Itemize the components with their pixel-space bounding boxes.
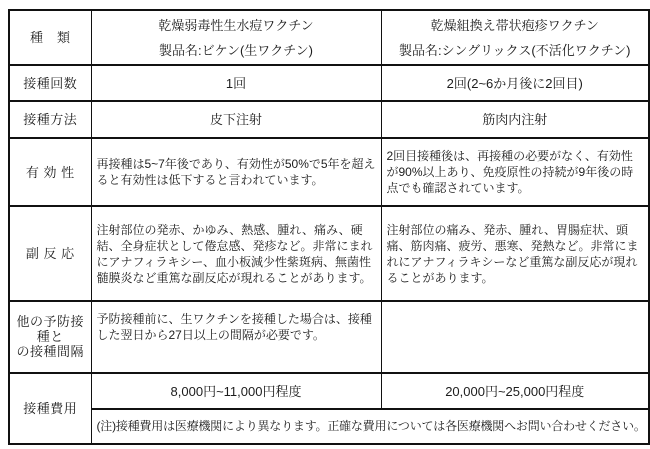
- cell-cost-recombinant: 20,000円~25,000円程度: [381, 373, 649, 409]
- cell-method-recombinant: 筋肉内注射: [381, 101, 649, 138]
- row-dose-count: [9, 65, 649, 101]
- row-header-side-effects: 副 反 応: [9, 206, 91, 301]
- cell-method-live: 皮下注射: [91, 101, 381, 138]
- cell-efficacy-recombinant: 2回目接種後は、再接種の必要がなく、有効性が90%以上あり、免疫原性の持続が9年後の時点でも確認されています。: [381, 138, 649, 206]
- row-injection-method: [9, 101, 649, 138]
- row-header-dose-count: 接種回数: [9, 65, 91, 101]
- interval-label-line2: の接種間隔: [16, 344, 84, 359]
- recombinant-vaccine-name: 乾燥組換え帯状疱疹ワクチン: [430, 17, 599, 33]
- recombinant-vaccine-product-name: 製品名:シングリックス(不活化ワクチン): [399, 42, 631, 58]
- cell-dose-count-live: 1回: [91, 65, 381, 101]
- interval-label-line1: 他の予防接種と: [16, 314, 84, 344]
- cell-type-live-vaccine: [91, 10, 381, 65]
- cell-interval-live: 予防接種前に、生ワクチンを接種した場合は、接種した翌日から27日以上の間隔が必要です。: [91, 301, 381, 373]
- row-header-cost: 接種費用: [9, 373, 91, 444]
- row-header-type: 種 類: [9, 10, 91, 65]
- row-header-interval: [9, 301, 91, 373]
- row-type: [9, 10, 649, 65]
- cell-side-effects-recombinant: 注射部位の痛み、発赤、腫れ、胃腸症状、頭痛、筋肉痛、疲労、悪寒、発熱など。非常にまれにアナフィラキシーなど重篤な副反応が現れることがあります。: [381, 206, 649, 301]
- cell-type-recombinant-vaccine: [381, 10, 649, 65]
- live-vaccine-name: 乾燥弱毒性生水痘ワクチン: [158, 17, 314, 33]
- row-cost: [9, 373, 649, 409]
- cell-cost-live: 8,000円~11,000円程度: [91, 373, 381, 409]
- vaccine-comparison-table: [8, 9, 650, 445]
- cell-dose-count-recombinant: 2回(2~6か月後に2回目): [381, 65, 649, 101]
- row-interval-with-other-vaccines: [9, 301, 649, 373]
- row-header-injection-method: 接種方法: [9, 101, 91, 138]
- cell-interval-recombinant: [381, 301, 649, 373]
- cell-efficacy-live: 再接種は5~7年後であり、有効性が50%で5年を超えると有効性は低下すると言われています。: [91, 138, 381, 206]
- row-cost-note: [9, 409, 649, 444]
- row-side-effects: [9, 206, 649, 301]
- cell-side-effects-live: 注射部位の発赤、かゆみ、熱感、腫れ、痛み、硬結、全身症状として倦怠感、発疹など。非常にまれにアナフィラキシー、血小板減少性紫斑病、無菌性髄膜炎など重篤な副反応が現れることがあります。: [91, 206, 381, 301]
- live-vaccine-product-name: 製品名:ビケン(生ワクチン): [159, 42, 313, 58]
- cost-note: (注)接種費用は医療機関により異なります。正確な費用については各医療機関へお問い合わせください。: [91, 409, 649, 444]
- row-efficacy: [9, 138, 649, 206]
- row-header-efficacy: 有 効 性: [9, 138, 91, 206]
